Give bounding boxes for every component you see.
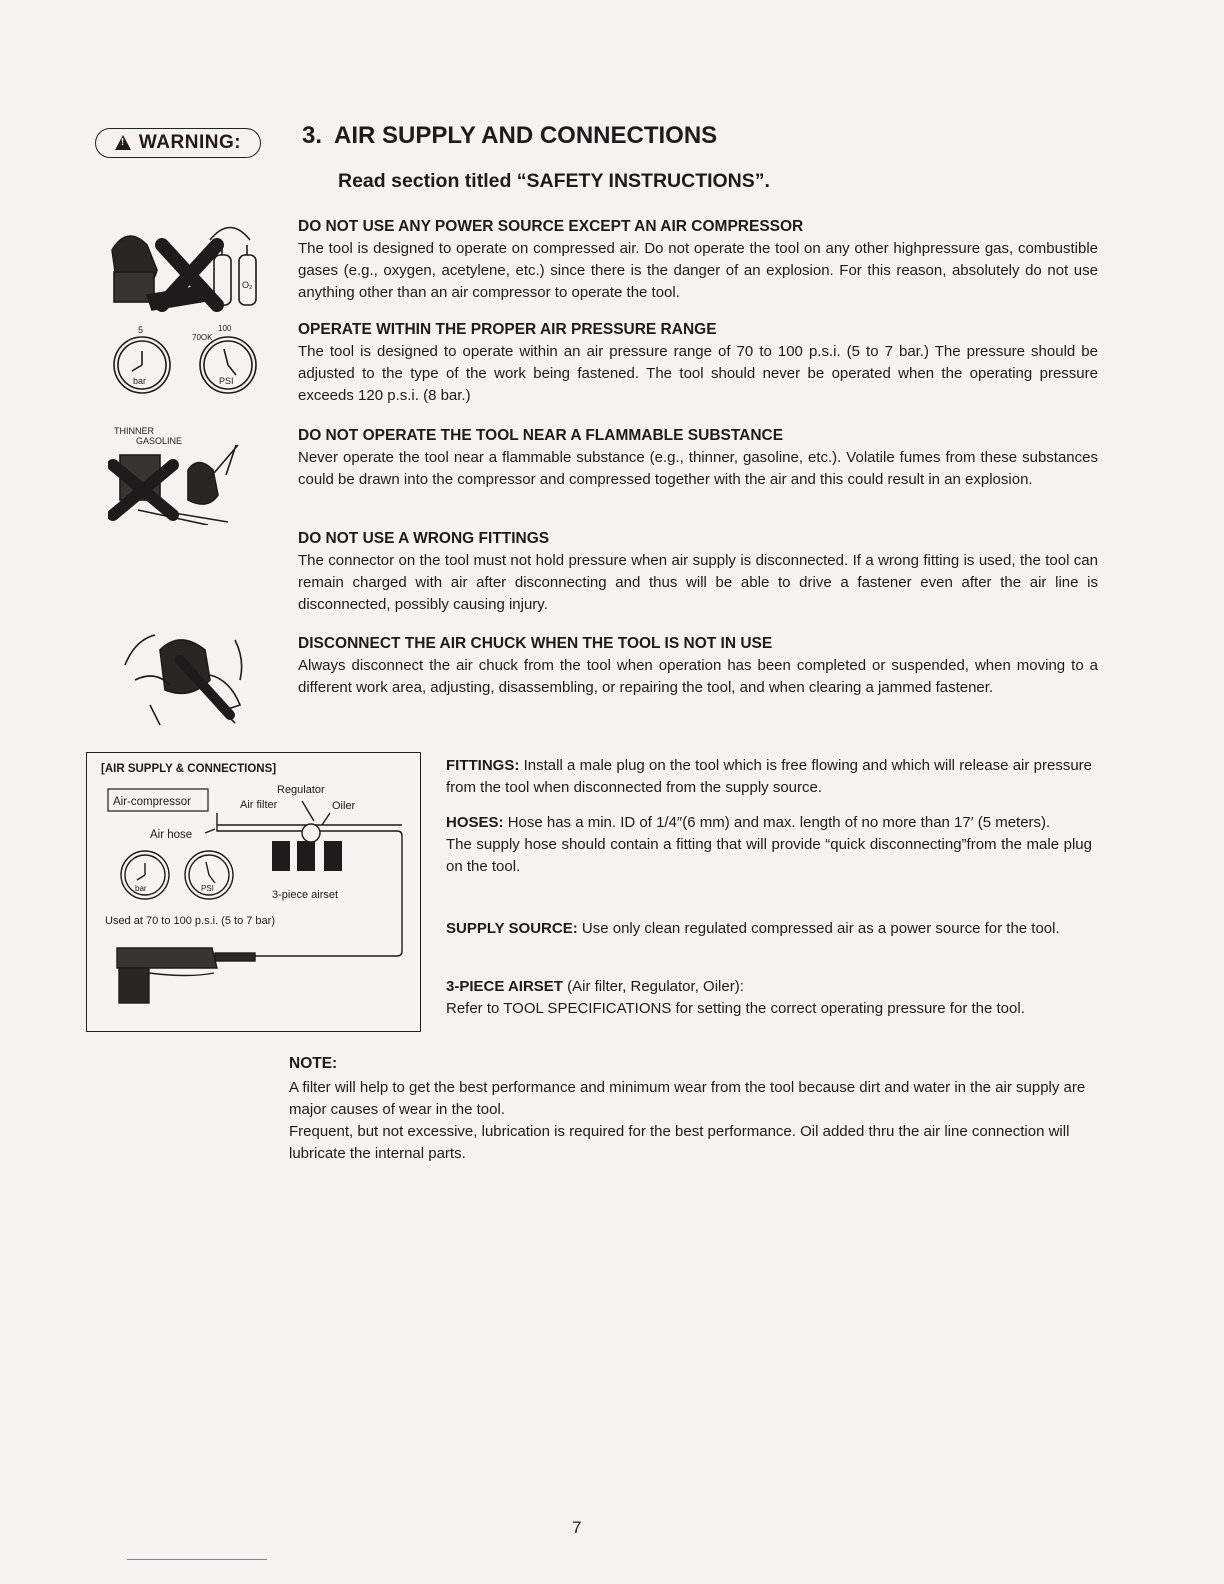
hoses-text: Hose has a min. ID of 1/4″(6 mm) and max. length of no more than 17′ (5 meters). [507,814,1051,831]
fittings-text: Install a male plug on the tool which is free flowing and which will release air pressure from the tool when disconnected from the supply source. [446,757,1093,796]
supply-source-text: Use only clean regulated compressed air as a power source for the tool. [581,920,1060,937]
hoses-text-2: The supply hose should contain a fitting that will provide “quick disconnecting”from the male plug on the tool. [446,836,1092,875]
air-supply-diagram [86,752,421,1032]
air-chuck-illustration [115,625,265,730]
section-heading: OPERATE WITHIN THE PROPER AIR PRESSURE RANGE [298,321,717,338]
section-power-source [298,216,1098,304]
gauge-right-unit: PSI [219,376,234,386]
flammable-label-gasoline: GASOLINE [136,436,183,446]
airset-paragraph [446,976,1092,1020]
flammable-prohibited-illustration [108,420,258,525]
section-flammable [298,425,1098,491]
fittings-label: FITTINGS: [446,757,520,774]
section-body: The connector on the tool must not hold pressure when air supply is disconnected. If a wrong fitting is used, the tool can remain charged with air after disconnecting and thus will be able to drive a fastener even after the air line is disconnected, possibly causing injury. [298,552,1098,613]
supply-source-paragraph [446,918,1092,940]
pressure-gauges-illustration [100,322,270,397]
section-number: 3. [302,122,323,149]
diagram-air-hose-label: Air hose [150,829,193,841]
supply-source-label: SUPPLY SOURCE: [446,920,578,937]
airset-paren: (Air filter, Regulator, Oiler): [567,978,744,995]
section-heading: DISCONNECT THE AIR CHUCK WHEN THE TOOL IS NOT IN USE [298,635,773,652]
warning-badge [95,128,261,158]
fittings-paragraph [446,755,1092,799]
section-subtitle: Read section titled “SAFETY INSTRUCTIONS”. [338,170,770,192]
note-section [289,1053,1089,1165]
section-body: The tool is designed to operate on compressed air. Do not operate the tool on any other highpressure gas, combustible gases (e.g., oxygen, acetylene, etc.) since there is the danger of an explosion. For this reason, absolutely do not use anything other than an air compressor to operate the tool. [298,240,1098,301]
page-number: 7 [572,1518,582,1537]
gauge-left-value: 5 [138,325,144,335]
gauge-right-value: 100 [218,324,232,333]
hoses-label: HOSES: [446,814,504,831]
section-pressure-range [298,319,1098,407]
gauge-left-unit: bar [133,376,147,386]
gauge-ok-label: 70OK [192,333,213,342]
diagram-gauge-psi: PSI [201,884,214,893]
hoses-paragraph [446,812,1092,878]
warning-label: WARNING: [138,132,242,153]
diagram-air-compressor-label: Air-compressor [113,796,191,808]
diagram-oiler-label: Oiler [332,800,356,812]
section-title-text: AIR SUPPLY AND CONNECTIONS [334,122,718,149]
footer-rule [127,1559,267,1560]
section-title [302,122,717,150]
diagram-airset-label: 3-piece airset [272,889,339,901]
gas-tank-prohibited-illustration [92,210,267,315]
section-body: The tool is designed to operate within an air pressure range of 70 to 100 p.s.i. (5 to 7 bar.) The pressure should be adjusted to the type of the work being fastened. The tool should never be operated when the operating pressure exceeds 120 p.s.i. (8 bar.) [298,343,1098,404]
section-disconnect-chuck [298,633,1098,699]
diagram-regulator-label: Regulator [277,784,325,796]
section-heading: DO NOT USE ANY POWER SOURCE EXCEPT AN AIR COMPRESSOR [298,218,804,235]
section-heading: DO NOT USE A WRONG FITTINGS [298,530,550,547]
note-paragraph-2: Frequent, but not excessive, lubrication is required for the best performance. Oil added thru the air line connection will lubricate the internal parts. [289,1123,1070,1162]
airset-label: 3-PIECE AIRSET [446,978,563,995]
diagram-used-at-label: Used at 70 to 100 p.s.i. (5 to 7 bar) [105,915,275,927]
section-body: Always disconnect the air chuck from the tool when operation has been completed or suspended, when moving to a different work area, adjusting, disassembling, or repairing the tool, and when clearing a jammed fastener. [298,657,1098,696]
flammable-label-thinner: THINNER [114,426,154,436]
airset-text: Refer to TOOL SPECIFICATIONS for setting the correct operating pressure for the tool. [446,1000,1025,1017]
note-title: NOTE: [289,1055,338,1072]
diagram-air-filter-label: Air filter [240,799,278,811]
note-paragraph-1: A filter will help to get the best performance and minimum wear from the tool because dirt and water in the air supply are major causes of wear in the tool. [289,1079,1086,1118]
warning-triangle-icon [115,135,131,150]
diagram-gauge-bar: bar [135,884,147,893]
section-wrong-fittings [298,528,1098,616]
gas-tank-label: O₂ [242,280,253,290]
section-heading: DO NOT OPERATE THE TOOL NEAR A FLAMMABLE SUBSTANCE [298,427,784,444]
section-body: Never operate the tool near a flammable substance (e.g., thinner, gasoline, etc.). Volatile fumes from these substances could be drawn into the compressor and compressed together with the air and this could result in an explosion. [298,449,1098,488]
diagram-title: [AIR SUPPLY & CONNECTIONS] [101,763,277,775]
air-supply-diagram-drawing [87,753,420,1031]
